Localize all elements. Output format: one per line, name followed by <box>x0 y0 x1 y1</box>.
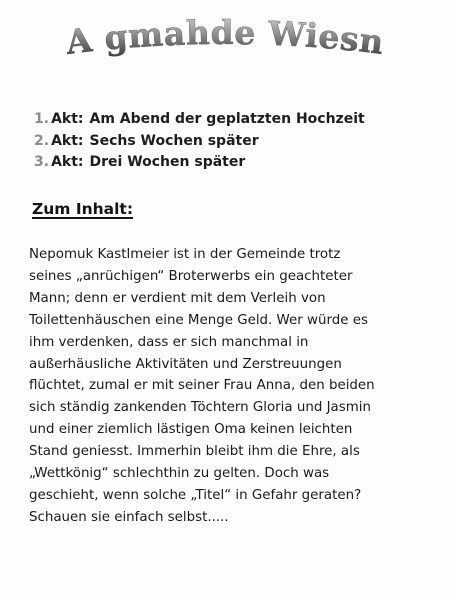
synopsis-line: Schauen sie einfach selbst..... <box>29 509 229 525</box>
act-item <box>34 111 414 133</box>
synopsis-line: außerhäusliche Aktivitäten und Zerstreuungen <box>29 356 342 372</box>
synopsis-line: seines „anrüchigen“ Broterwerbs ein geachteter <box>29 268 353 284</box>
act-title: Drei Wochen später <box>89 154 246 170</box>
page-title: A gmahde Wiesn <box>63 12 387 62</box>
title-wordart <box>60 8 390 88</box>
acts-list <box>34 111 414 176</box>
synopsis-line: „Wettkönig“ schlechthin zu gelten. Doch was <box>29 466 330 482</box>
synopsis-line: sich ständig zankenden Töchtern Gloria und Jasmin <box>29 400 371 416</box>
act-number: 2. <box>34 132 50 149</box>
act-title: Am Abend der geplatzten Hochzeit <box>89 111 365 127</box>
synopsis-line: ihm verdenken, dass er sich manchmal in <box>29 334 309 350</box>
act-title: Sechs Wochen später <box>89 132 259 149</box>
synopsis-line: Nepomuk Kastlmeier ist in der Gemeinde trotz <box>29 247 341 262</box>
title-arch-svg <box>60 8 390 88</box>
synopsis-paragraph <box>29 244 429 529</box>
act-item <box>34 133 414 155</box>
section-heading: Zum Inhalt: <box>32 200 134 218</box>
synopsis-line: Stand geniesst. Immerhin bleibt ihm die Ehre, als <box>29 444 360 460</box>
synopsis-line: und einer ziemlich lästigen Oma keinen leichten <box>29 422 353 438</box>
act-number: 3. <box>34 154 50 170</box>
act-label: Akt: <box>51 154 84 170</box>
act-label: Akt: <box>51 132 84 149</box>
act-item <box>34 154 414 176</box>
act-label: Akt: <box>51 111 84 127</box>
synopsis-line: flüchtet, zumal er mit seiner Frau Anna, den beiden <box>29 378 375 394</box>
act-number: 1. <box>34 111 50 127</box>
synopsis-line: Mann; denn er verdient mit dem Verleih von <box>29 290 326 306</box>
synopsis-line: Toilettenhäuschen eine Menge Geld. Wer würde es <box>29 312 368 328</box>
synopsis-line: geschieht, wenn solche „Titel“ in Gefahr geraten? <box>29 487 362 503</box>
